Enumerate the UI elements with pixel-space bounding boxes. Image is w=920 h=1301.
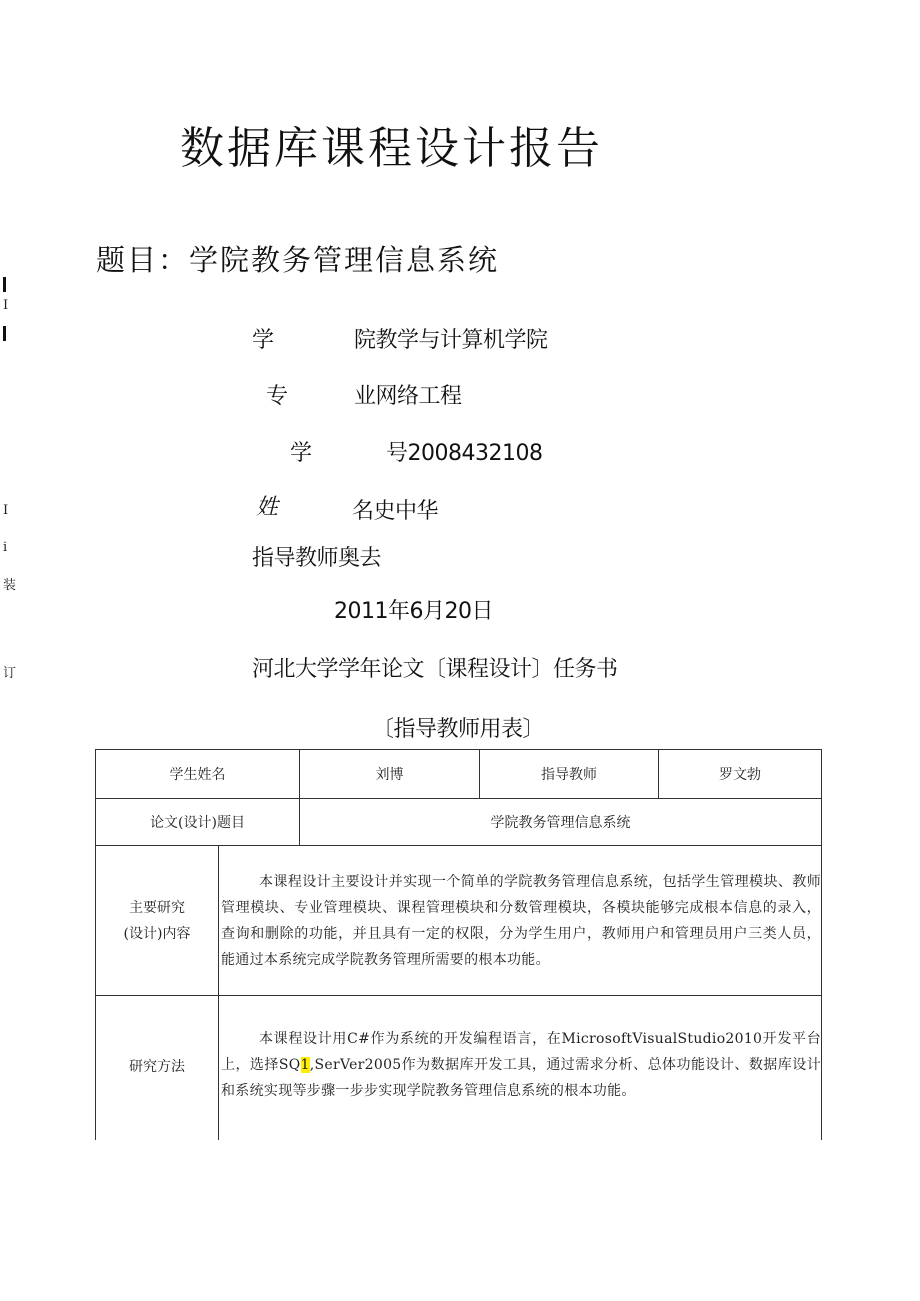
binding-bar [3,277,6,292]
highlight-mark: 1 [300,1056,310,1073]
topic-value: 学院教务管理信息系统 [300,799,822,846]
margin-mark: i [3,540,8,555]
binding-bar [3,326,6,341]
margin-mark: I [3,298,9,313]
field-major-value: 业网络工程 [354,384,462,409]
field-name-label-a: 姓 [256,495,278,520]
field-student-id-value: 号2008432108 [386,441,543,466]
margin-mark: I [3,503,9,518]
advisor-name: 罗文勃 [659,750,822,799]
content-label [96,846,219,996]
field-college-value: 院教学与计算机学院 [354,328,548,353]
field-student-id-label-a: 学 [290,441,312,466]
student-name-label: 学生姓名 [96,750,300,799]
field-name-value: 名史中华 [352,499,439,524]
task-subtitle: 〔指导教师用表〕 [372,717,545,742]
cover-date: 2011年6月20日 [334,599,493,624]
advisor-label: 指导教师 [480,750,659,799]
field-advisor: 指导教师奥去 [252,546,382,571]
method-label: 研究方法 [96,996,219,1140]
margin-mark: 订 [3,666,17,681]
subject-line: 题目：学院教务管理信息系统 [96,243,500,277]
field-college-label-a: 学 [252,328,274,353]
content-text: 本课程设计主要设计并实现一个简单的学院教务管理信息系统，包括学生管理模块、教师管理模块、专业管理模块、课程管理模块和分数管理模块，各模块能够完成根本信息的录入，查询和删除的功能，并且具有一定的权限，分为学生用户，教师用户和管理员用户三类人员，能通过本系统完成学院教务管理所需要的根本功能。 [221,873,821,968]
table-row [96,996,822,1140]
table-row [96,750,822,799]
field-major-label-a: 专 [266,384,288,409]
student-name: 刘博 [300,750,480,799]
topic-label: 论文(设计)题目 [96,799,300,846]
method-text: 本课程设计用C#作为系统的开发编程语言，在MicrosoftVisualStudio2010开发平台上，选择SQ1,SerVer2005作为数据库开发工具，通过需求分析、总体功能设计、数据库设计和系统实现等步骤一步步实现学院教务管理信息系统的根本功能。 [221,1030,821,1099]
content-cell [219,846,822,996]
task-title: 河北大学学年论文〔课程设计〕任务书 [252,657,618,682]
content-label-line-2: (设计)内容 [123,925,191,942]
report-title: 数据库课程设计报告 [180,123,603,174]
table-row [96,846,822,996]
method-cell [219,996,822,1140]
task-table [95,749,822,1140]
table-row [96,799,822,846]
content-label-line-1: 主要研究 [129,899,185,916]
margin-mark: 装 [3,578,17,593]
